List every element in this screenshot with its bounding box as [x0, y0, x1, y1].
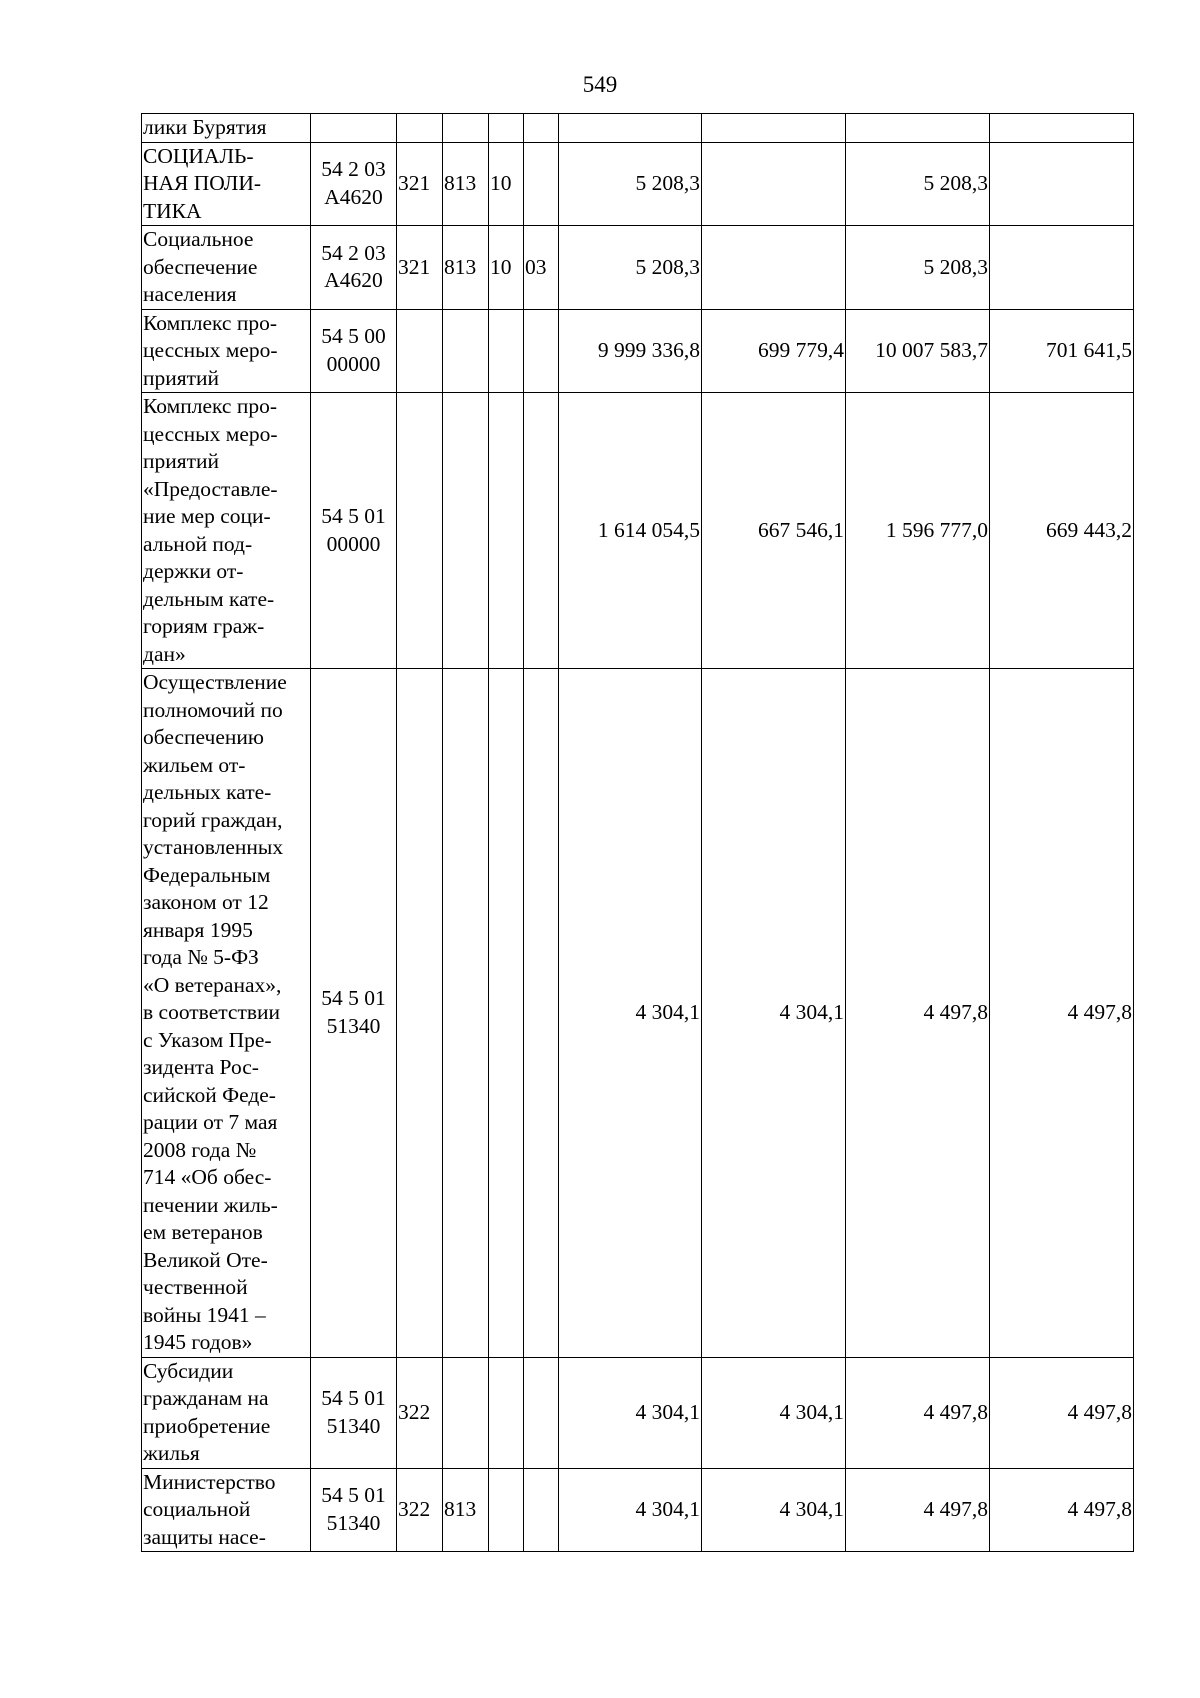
table-row: [142, 309, 1134, 393]
amount-year2-total-cell: 10 007 583,7: [846, 309, 990, 393]
target-code-cell: [311, 669, 397, 1358]
item-name-cell: [142, 1468, 311, 1552]
item-name-cell-line: жилья: [143, 1441, 200, 1465]
item-name-cell: [142, 1357, 311, 1468]
amount-year1-federal-cell: [702, 114, 846, 143]
item-name-cell-line: защиты насе-: [143, 1524, 266, 1549]
item-name-cell-line: дельных кате-: [143, 780, 272, 804]
item-name-cell: [142, 393, 311, 669]
item-name-cell-line: гражданам на: [143, 1386, 269, 1410]
item-name-cell-line: ние мер соци-: [143, 504, 271, 528]
item-name-cell: [142, 114, 311, 143]
target-code-cell-line: 54 5 01: [321, 986, 386, 1011]
amount-year2-total-cell: 4 497,8: [846, 669, 990, 1358]
item-name-cell-line: года № 5-ФЗ: [143, 945, 259, 969]
item-name-cell: [142, 669, 311, 1358]
expense-type-cell: [397, 114, 443, 143]
subsection-cell: [524, 393, 559, 669]
target-code-cell-line: 54 2 03: [321, 240, 386, 265]
item-name-cell-line: Осуществление: [143, 670, 287, 694]
target-code-cell-line: 54 5 01: [321, 1483, 386, 1508]
amount-year2-total-cell: 5 208,3: [846, 142, 990, 226]
page-number: 549: [582, 72, 618, 97]
item-name-cell-line: дельным кате-: [143, 586, 275, 611]
target-code-cell-line: 00000: [326, 351, 381, 376]
item-name-cell-line: 2008 года №: [143, 1137, 257, 1162]
target-code-cell-line: 54 5 00: [321, 324, 386, 349]
amount-year1-total-cell: 4 304,1: [559, 1468, 702, 1552]
target-code-cell-line: 54 5 01: [321, 1386, 386, 1410]
ministry-code-cell: [443, 669, 489, 1358]
amount-year1-federal-cell: 4 304,1: [702, 1468, 846, 1552]
item-name-cell-line: жильем от-: [143, 752, 246, 777]
section-cell: [489, 309, 524, 393]
amount-year1-total-cell: 4 304,1: [559, 1357, 702, 1468]
item-name-cell-line: чественной: [143, 1275, 248, 1299]
ministry-code-cell: 813: [443, 226, 489, 310]
item-name-cell: [142, 142, 311, 226]
ministry-code-cell: 813: [443, 1468, 489, 1552]
item-name-cell-line: Комплекс про-: [143, 310, 277, 335]
expense-type-cell: [397, 669, 443, 1358]
item-name-cell-line: «О ветеранах»,: [143, 972, 282, 997]
item-name-cell-line: Субсидии: [143, 1358, 234, 1383]
table-body: [142, 114, 1134, 1552]
amount-year2-federal-cell: [990, 142, 1134, 226]
amount-year2-federal-cell: [990, 114, 1134, 143]
target-code-cell-line: А4620: [324, 184, 383, 209]
item-name-cell-line: населения: [143, 282, 237, 306]
target-code-cell: [311, 1357, 397, 1468]
subsection-cell: [524, 142, 559, 226]
item-name-cell-line: ем ветеранов: [143, 1220, 263, 1244]
amount-year2-federal-cell: 4 497,8: [990, 1468, 1134, 1552]
amount-year2-total-cell: 4 497,8: [846, 1357, 990, 1468]
item-name-cell-line: НАЯ ПОЛИ-: [143, 171, 262, 195]
target-code-cell-line: 51340: [326, 1413, 381, 1438]
expense-type-cell: 322: [397, 1468, 443, 1552]
table-row: [142, 669, 1134, 1358]
amount-year1-total-cell: [559, 114, 702, 143]
item-name-cell: [142, 309, 311, 393]
budget-table: [141, 113, 1134, 1552]
table-row: [142, 142, 1134, 226]
target-code-cell-line: 51340: [326, 1510, 381, 1535]
item-name-cell-line: законом от 12: [143, 890, 269, 914]
expense-type-cell: 321: [397, 142, 443, 226]
section-cell: 10: [489, 142, 524, 226]
table-row: [142, 1468, 1134, 1552]
section-cell: [489, 1468, 524, 1552]
section-cell: [489, 669, 524, 1358]
item-name-cell-line: января 1995: [143, 917, 253, 942]
section-cell: [489, 393, 524, 669]
ministry-code-cell: [443, 114, 489, 143]
item-name-cell-line: цессных меро-: [143, 421, 278, 446]
item-name-cell-line: держки от-: [143, 559, 244, 583]
section-cell: 10: [489, 226, 524, 310]
item-name-cell-line: цессных меро-: [143, 338, 278, 362]
item-name-cell-line: Великой Оте-: [143, 1247, 268, 1272]
item-name-cell-line: дан»: [143, 641, 186, 666]
target-code-cell: [311, 1468, 397, 1552]
item-name-cell-line: приобретение: [143, 1413, 271, 1438]
section-cell: [489, 1357, 524, 1468]
amount-year1-total-cell: 1 614 054,5: [559, 393, 702, 669]
expense-type-cell: 321: [397, 226, 443, 310]
expense-type-cell: [397, 309, 443, 393]
amount-year2-federal-cell: [990, 226, 1134, 310]
amount-year1-federal-cell: 4 304,1: [702, 1357, 846, 1468]
target-code-cell-line: 54 2 03: [321, 157, 386, 182]
item-name-cell: [142, 226, 311, 310]
item-name-cell-line: лики Бурятия: [143, 115, 267, 139]
amount-year1-federal-cell: 4 304,1: [702, 669, 846, 1358]
item-name-cell-line: с Указом Пре-: [143, 1027, 272, 1052]
target-code-cell-line: А4620: [324, 268, 383, 293]
item-name-cell-line: горий граждан,: [143, 807, 283, 832]
expense-type-cell: 322: [397, 1357, 443, 1468]
amount-year1-total-cell: 5 208,3: [559, 226, 702, 310]
amount-year1-federal-cell: [702, 226, 846, 310]
amount-year2-federal-cell: 4 497,8: [990, 1357, 1134, 1468]
target-code-cell-line: 51340: [326, 1013, 381, 1038]
item-name-cell-line: зидента Рос-: [143, 1055, 259, 1079]
amount-year2-total-cell: 4 497,8: [846, 1468, 990, 1552]
item-name-cell-line: обеспечению: [143, 725, 264, 749]
amount-year1-federal-cell: [702, 142, 846, 226]
item-name-cell-line: Федеральным: [143, 862, 271, 887]
amount-year1-federal-cell: 667 546,1: [702, 393, 846, 669]
ministry-code-cell: [443, 393, 489, 669]
amount-year1-total-cell: 9 999 336,8: [559, 309, 702, 393]
target-code-cell: [311, 226, 397, 310]
target-code-cell: [311, 309, 397, 393]
amount-year2-total-cell: [846, 114, 990, 143]
expense-type-cell: [397, 393, 443, 669]
ministry-code-cell: [443, 309, 489, 393]
item-name-cell-line: Министерство: [143, 1469, 276, 1494]
item-name-cell-line: приятий: [143, 449, 220, 473]
item-name-cell-line: войны 1941 –: [143, 1302, 266, 1327]
item-name-cell-line: 714 «Об обес-: [143, 1165, 272, 1189]
item-name-cell-line: «Предоставле-: [143, 476, 278, 501]
target-code-cell: [311, 393, 397, 669]
item-name-cell-line: альной под-: [143, 531, 253, 556]
target-code-cell: [311, 142, 397, 226]
amount-year1-total-cell: 5 208,3: [559, 142, 702, 226]
table-row: [142, 226, 1134, 310]
item-name-cell-line: печении жиль-: [143, 1192, 278, 1217]
item-name-cell-line: 1945 годов»: [143, 1330, 253, 1354]
item-name-cell-line: ТИКА: [143, 198, 202, 223]
amount-year2-total-cell: 1 596 777,0: [846, 393, 990, 669]
amount-year2-federal-cell: 701 641,5: [990, 309, 1134, 393]
amount-year2-federal-cell: 669 443,2: [990, 393, 1134, 669]
section-cell: [489, 114, 524, 143]
amount-year1-total-cell: 4 304,1: [559, 669, 702, 1358]
target-code-cell: [311, 114, 397, 143]
item-name-cell-line: Комплекс про-: [143, 394, 277, 418]
subsection-cell: [524, 309, 559, 393]
amount-year2-federal-cell: 4 497,8: [990, 669, 1134, 1358]
item-name-cell-line: в соответствии: [143, 1000, 281, 1024]
table-row: [142, 1357, 1134, 1468]
target-code-cell-line: 54 5 01: [321, 504, 386, 528]
item-name-cell-line: Социальное: [143, 227, 254, 251]
amount-year1-federal-cell: 699 779,4: [702, 309, 846, 393]
subsection-cell: [524, 1468, 559, 1552]
table-row: [142, 114, 1134, 143]
item-name-cell-line: обеспечение: [143, 254, 258, 279]
amount-year2-total-cell: 5 208,3: [846, 226, 990, 310]
item-name-cell-line: социальной: [143, 1497, 251, 1521]
item-name-cell-line: установленных: [143, 835, 284, 859]
subsection-cell: [524, 114, 559, 143]
item-name-cell-line: гориям граж-: [143, 614, 265, 638]
item-name-cell-line: приятий: [143, 365, 220, 390]
ministry-code-cell: 813: [443, 142, 489, 226]
ministry-code-cell: [443, 1357, 489, 1468]
item-name-cell-line: СОЦИАЛЬ-: [143, 143, 254, 168]
item-name-cell-line: сийской Феде-: [143, 1082, 276, 1107]
item-name-cell-line: рации от 7 мая: [143, 1110, 278, 1134]
subsection-cell: [524, 669, 559, 1358]
target-code-cell-line: 00000: [326, 531, 381, 556]
table-row: [142, 393, 1134, 669]
item-name-cell-line: полномочий по: [143, 697, 283, 722]
subsection-cell: 03: [524, 226, 559, 310]
subsection-cell: [524, 1357, 559, 1468]
